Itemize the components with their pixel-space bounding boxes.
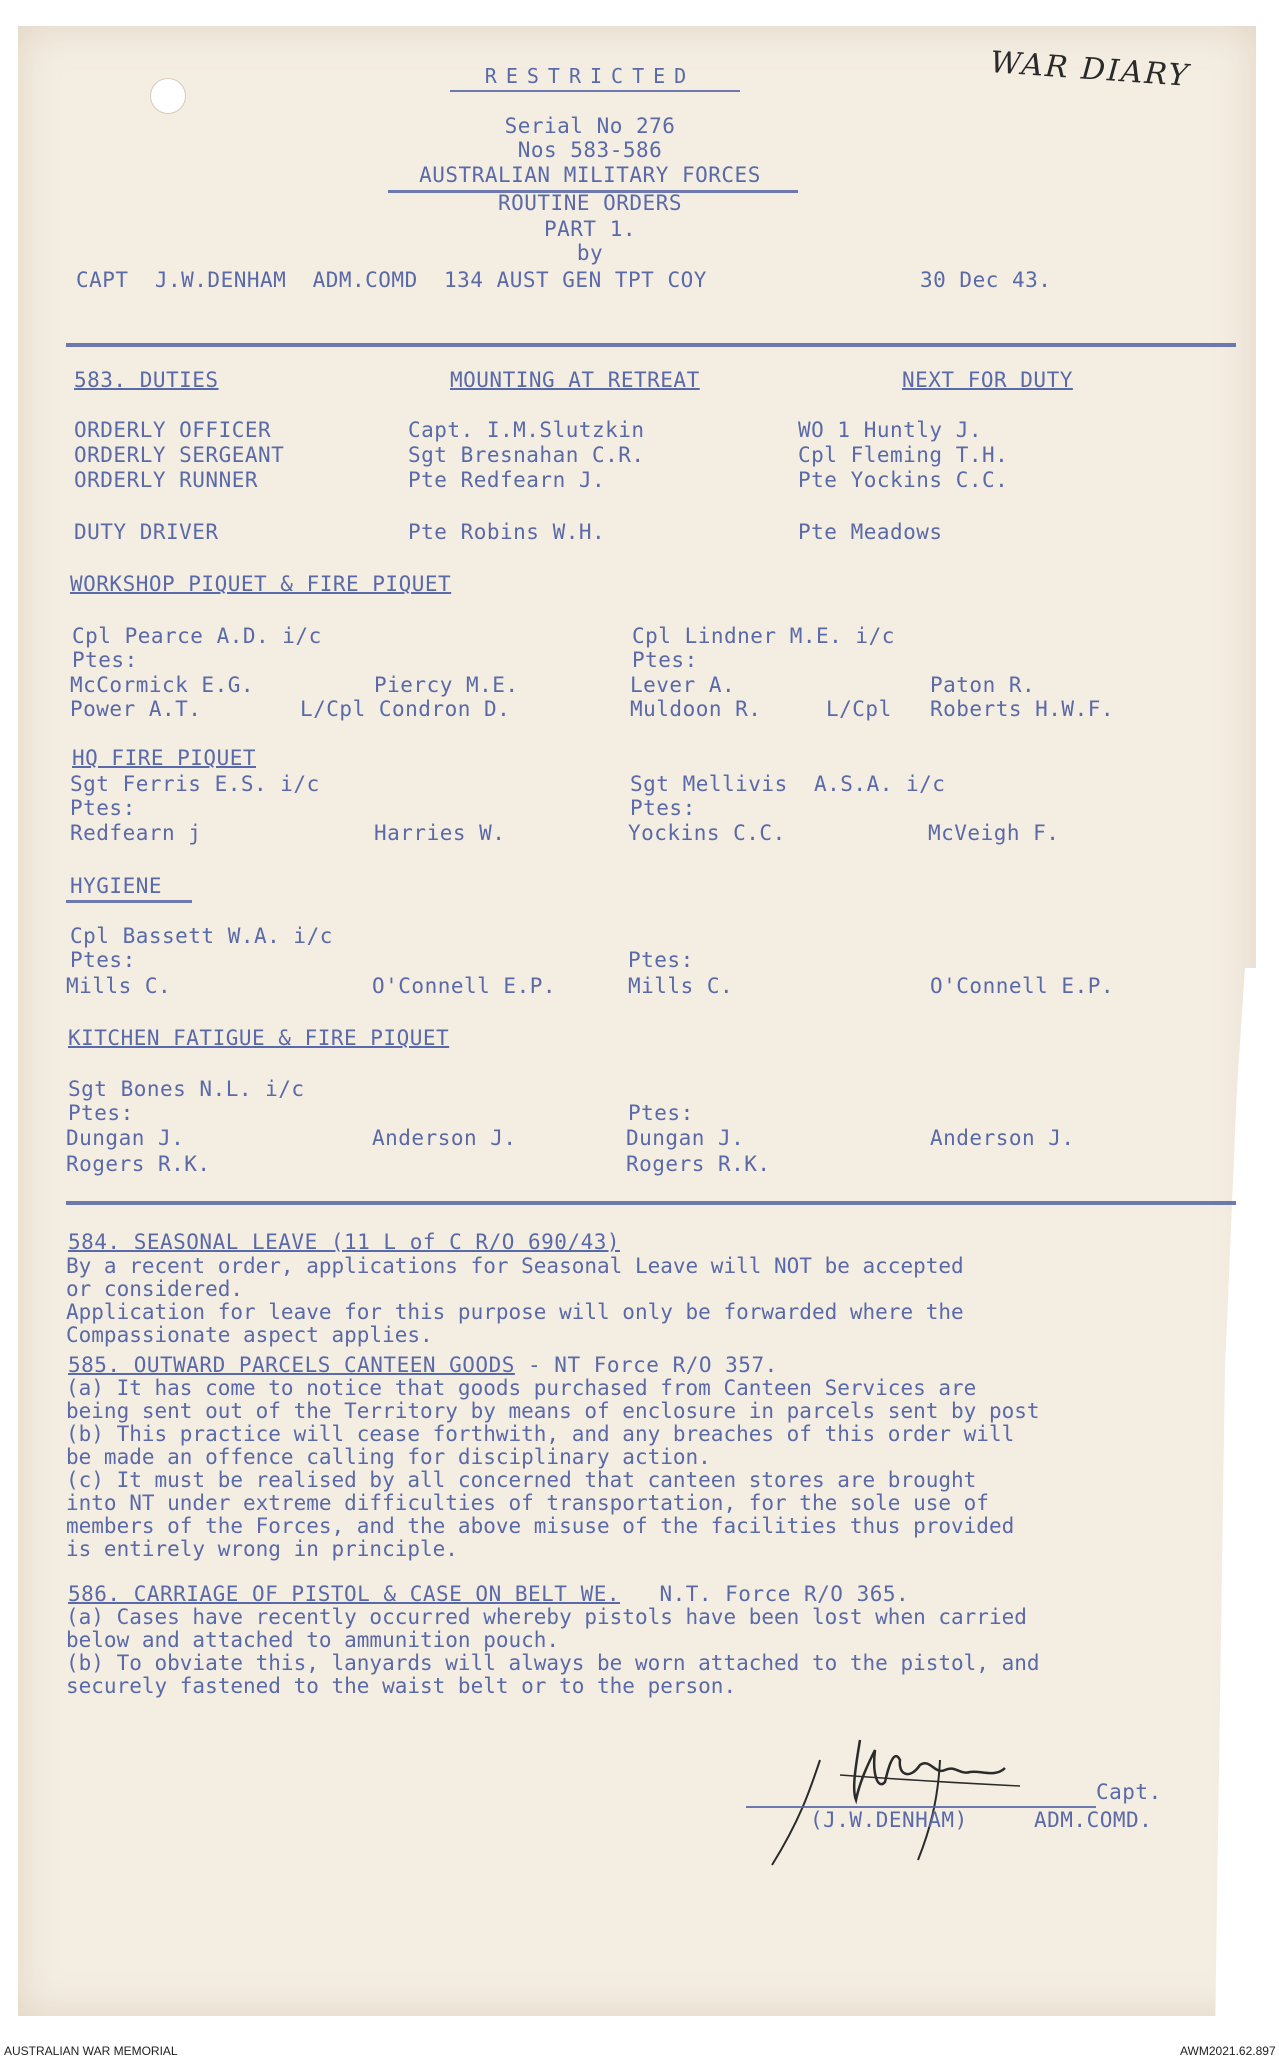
serial-number: Serial No 276 (504, 114, 676, 138)
duties-heading: 583. DUTIES (74, 368, 219, 392)
part-label: PART 1. (543, 217, 636, 241)
workshop-member: Paton R. (930, 673, 1036, 697)
kitchen-member: Anderson J. (930, 1126, 1075, 1150)
duty-mounting: Capt. I.M.Slutzkin (408, 418, 645, 442)
kitchen-heading: KITCHEN FATIGUE & FIRE PIQUET (68, 1026, 450, 1050)
signature-name: (J.W.DENHAM) (810, 1808, 968, 1832)
duty-next: Pte Yockins C.C. (798, 468, 1009, 492)
hygiene-right-ptes: Ptes: (628, 948, 694, 972)
kitchen-left-ptes: Ptes: (68, 1101, 134, 1125)
kitchen-member: Anderson J. (372, 1126, 517, 1150)
mounting-heading: MOUNTING AT RETREAT (450, 368, 700, 392)
workshop-left-ic: Cpl Pearce A.D. i/c (72, 624, 322, 648)
signature-rank: Capt. (1096, 1780, 1162, 1804)
order-584-title: 584. SEASONAL LEAVE (11 L of C R/O 690/43) (68, 1230, 621, 1254)
order-586-title: 586. CARRIAGE OF PISTOL & CASE ON BELT WE. (68, 1582, 621, 1606)
order-585-text: (a) It has come to notice that goods purchased from Canteen Services are being sent out of the Territory by means of enclosure in parcels sent by post (b) This practice will cease forthwith, and any breaches of this order will be made an offence calling for disciplinary action. (c) It must be realised by all concerned that canteen stores are brought into NT under extreme difficulties of transportation, for the sole use of members of the Forces, and the above misuse of the facilities thus provided is entirely wrong in principle. (66, 1376, 1040, 1561)
order-586-reference: N.T. Force R/O 365. (620, 1582, 910, 1606)
hygiene-member: Mills C. (66, 974, 172, 998)
handwritten-signature (760, 1720, 1080, 1870)
workshop-member: L/Cpl Condron D. (300, 697, 511, 721)
workshop-member: McCormick E.G. (70, 673, 255, 697)
hq-member: Harries W. (374, 821, 506, 845)
order-date: 30 Dec 43. (920, 268, 1052, 292)
workshop-member: L/Cpl (826, 697, 892, 721)
separator-2 (66, 1201, 1236, 1205)
hq-heading: HQ FIRE PIQUET (72, 746, 257, 770)
duty-next: Cpl Fleming T.H. (798, 443, 1009, 467)
footer-source: AUSTRALIAN WAR MEMORIAL (4, 2044, 178, 2058)
classification-heading: RESTRICTED (484, 64, 696, 88)
order-586-heading (68, 1582, 909, 1606)
duty-mounting: Pte Robins W.H. (408, 520, 606, 544)
duty-role: ORDERLY SERGEANT (74, 443, 285, 467)
signature-appointment: ADM.COMD. (1034, 1808, 1153, 1832)
order-numbers: Nos 583-586 (517, 138, 663, 162)
workshop-member: Roberts H.W.F. (930, 697, 1115, 721)
duty-role: DUTY DRIVER (74, 520, 219, 544)
handwritten-note: WAR DIARY (989, 45, 1192, 94)
document-paper (18, 26, 1256, 2016)
workshop-member: Lever A. (630, 673, 736, 697)
kitchen-member: Rogers R.K. (626, 1152, 771, 1176)
order-585-title: 585. OUTWARD PARCELS CANTEEN GOODS (68, 1353, 515, 1377)
workshop-member: Power A.T. (70, 697, 202, 721)
kitchen-member: Dungan J. (66, 1126, 185, 1150)
hygiene-ic: Cpl Bassett W.A. i/c (70, 924, 333, 948)
order-585-reference: - NT Force R/O 357. (514, 1353, 778, 1377)
by-label: by (576, 241, 604, 265)
hq-left-ic: Sgt Ferris E.S. i/c (70, 772, 320, 796)
kitchen-member: Rogers R.K. (66, 1152, 211, 1176)
kitchen-ic: Sgt Bones N.L. i/c (68, 1077, 305, 1101)
order-584-text: By a recent order, applications for Seasonal Leave will NOT be accepted or considered. Application for leave for this purpose will only be forwarded where the Compassionate aspect applies. (66, 1254, 964, 1347)
hq-member: Yockins C.C. (628, 821, 786, 845)
issuer-line: CAPT J.W.DENHAM ADM.COMD 134 AUST GEN TPT COY (76, 268, 707, 292)
duty-role: ORDERLY RUNNER (74, 468, 259, 492)
hygiene-member: O'Connell E.P. (930, 974, 1115, 998)
workshop-left-ptes: Ptes: (72, 648, 138, 672)
workshop-right-ptes: Ptes: (632, 648, 698, 672)
footer-accession: AWM2021.62.897 (1180, 2044, 1276, 2058)
duty-mounting: Pte Redfearn J. (408, 468, 606, 492)
duty-role: ORDERLY OFFICER (74, 418, 272, 442)
hq-left-ptes: Ptes: (70, 796, 136, 820)
hygiene-underline (66, 900, 192, 903)
hq-member: Redfearn j (70, 821, 202, 845)
hygiene-member: O'Connell E.P. (372, 974, 557, 998)
hq-right-ptes: Ptes: (630, 796, 696, 820)
separator-1 (66, 343, 1236, 347)
workshop-right-ic: Cpl Lindner M.E. i/c (632, 624, 895, 648)
force-name: AUSTRALIAN MILITARY FORCES (419, 163, 761, 187)
duty-mounting: Sgt Bresnahan C.R. (408, 443, 645, 467)
order-585-heading (68, 1353, 778, 1377)
order-586-text: (a) Cases have recently occurred whereby pistols have been lost when carried below and attached to ammunition pouch. (b) To obviate this, lanyards will always be worn attached to the pistol, and securely fastened to the waist belt or to the person. (66, 1605, 1040, 1698)
hygiene-heading: HYGIENE (70, 874, 163, 898)
workshop-heading: WORKSHOP PIQUET & FIRE PIQUET (70, 572, 452, 596)
punch-hole (150, 78, 186, 114)
kitchen-member: Dungan J. (626, 1126, 745, 1150)
hq-right-ic: Sgt Mellivis A.S.A. i/c (630, 772, 946, 796)
kitchen-right-ptes: Ptes: (628, 1101, 694, 1125)
hq-member: McVeigh F. (928, 821, 1060, 845)
hygiene-member: Mills C. (628, 974, 734, 998)
next-duty-heading: NEXT FOR DUTY (902, 368, 1073, 392)
workshop-member: Muldoon R. (630, 697, 762, 721)
workshop-member: Piercy M.E. (374, 673, 519, 697)
hygiene-left-ptes: Ptes: (70, 948, 136, 972)
classification-underline (450, 90, 740, 92)
duty-next: WO 1 Huntly J. (798, 418, 983, 442)
orders-title: ROUTINE ORDERS (497, 191, 682, 215)
duty-next: Pte Meadows (798, 520, 943, 544)
